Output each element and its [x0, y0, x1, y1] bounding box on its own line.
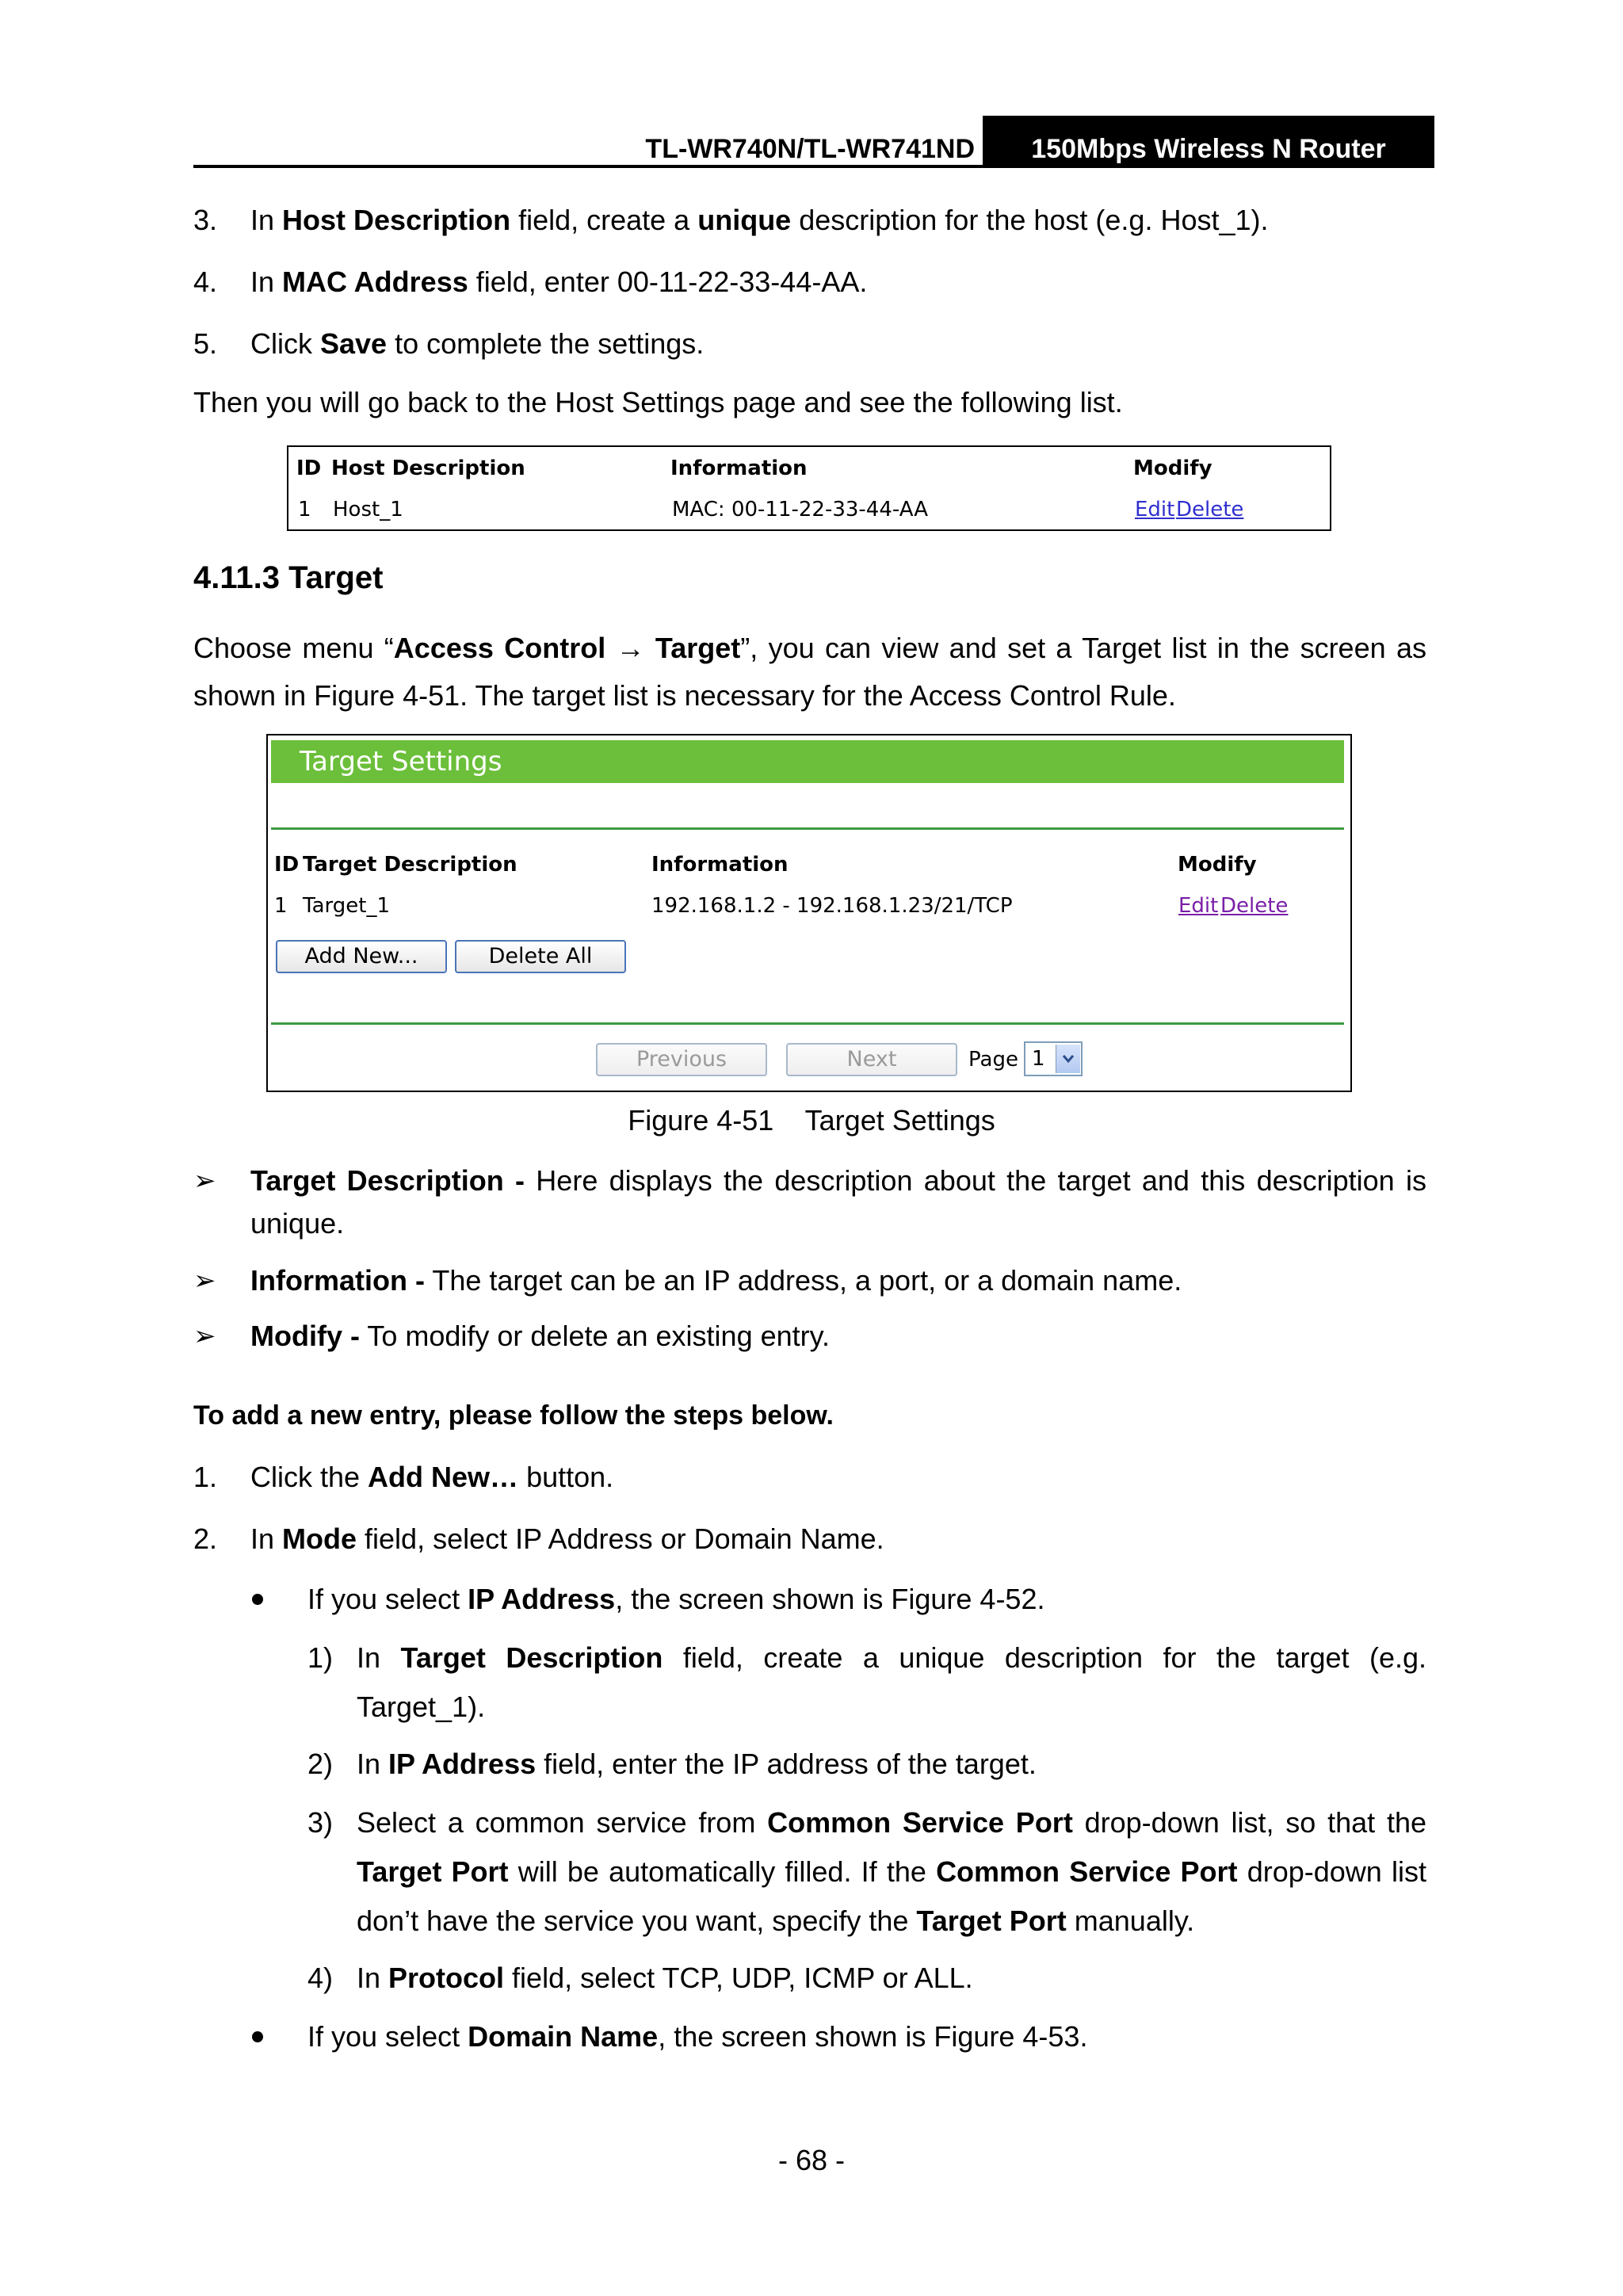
substep-3-line-2: Target Port will be automatically filled. If the Common Service Port drop-down list — [357, 1855, 1427, 1888]
bullet-target-description: Target Description - Here displays the description about the target and this description is — [250, 1164, 1426, 1197]
next-button[interactable]: Next — [786, 1043, 957, 1076]
substep-1-cont: Target_1). — [357, 1690, 486, 1723]
substep-4-text: In Protocol field, select TCP, UDP, ICMP or ALL. — [357, 1962, 973, 1994]
target-header-desc: Target Description — [303, 853, 517, 877]
target-row-info: 192.168.1.2 - 192.168.1.23/21/TCP — [651, 894, 1013, 918]
target-header-info: Information — [651, 853, 789, 877]
step-4: 4. — [193, 266, 218, 298]
substep-1-text: In Target Description field, create a unique description for the target (e.g. — [357, 1641, 1427, 1674]
divider-bottom — [271, 1022, 1344, 1025]
intro-line-1: Choose menu “Access Control → Target”, you can view and set a Target list in the screen as — [193, 632, 1426, 664]
page-number: - 68 - — [777, 2144, 846, 2176]
step-3-text: In Host Description field, create a unique description for the host (e.g. Host_1). — [250, 204, 1269, 236]
add-entry-heading: To add a new entry, please follow the steps below. — [193, 1400, 834, 1431]
target-row-id: 1 — [274, 894, 288, 918]
host-row-desc: Host_1 — [333, 498, 403, 521]
page-select-value: 1 — [1032, 1047, 1045, 1071]
target-header-modify: Modify — [1178, 853, 1257, 877]
add-new-button[interactable]: Add New... — [276, 940, 447, 973]
previous-button[interactable]: Previous — [596, 1043, 767, 1076]
page-select[interactable] — [1024, 1041, 1083, 1076]
figure-caption: Figure 4-51 Target Settings — [628, 1104, 995, 1137]
step2-1-num: 1. — [193, 1461, 218, 1493]
host-header-desc: Host Description — [331, 457, 525, 480]
arrow-bullet-icon: ➢ — [193, 1321, 216, 1351]
bullet-modify: Modify - To modify or delete an existing entry. — [250, 1320, 830, 1352]
domain-name-bullet: If you select Domain Name, the screen shown is Figure 4-53. — [307, 2020, 1088, 2053]
target-row-desc: Target_1 — [303, 894, 390, 918]
substep-4-num: 4) — [307, 1962, 334, 1994]
divider-top — [271, 827, 1344, 830]
step2-2-num: 2. — [193, 1522, 218, 1555]
delete-all-button[interactable]: Delete All — [455, 940, 626, 973]
header-model: TL-WR740N/TL-WR741ND — [645, 134, 975, 164]
target-settings-title: Target Settings — [300, 746, 502, 777]
host-row-info: MAC: 00-11-22-33-44-AA — [672, 498, 928, 521]
target-delete-link[interactable]: Delete — [1220, 894, 1289, 918]
host-row-id: 1 — [298, 498, 311, 521]
bullet-information: Information - The target can be an IP address, a port, or a domain name. — [250, 1264, 1182, 1297]
host-edit-link[interactable]: Edit — [1135, 498, 1175, 521]
host-header-modify: Modify — [1133, 457, 1212, 480]
bullet-target-description-cont: unique. — [250, 1207, 345, 1240]
section-heading: 4.11.3 Target — [193, 560, 384, 595]
step2-2-text: In Mode field, select IP Address or Domain Name. — [250, 1522, 884, 1555]
step-5: 5. — [193, 327, 218, 360]
ip-address-bullet: If you select IP Address, the screen shown is Figure 4-52. — [307, 1583, 1045, 1615]
step-3: 3. — [193, 204, 218, 236]
arrow-bullet-icon: ➢ — [193, 1266, 216, 1296]
step2-1-text: Click the Add New… button. — [250, 1461, 614, 1493]
chevron-down-icon — [1056, 1045, 1080, 1073]
substep-3-num: 3) — [307, 1806, 334, 1839]
step-4-text: In MAC Address field, enter 00-11-22-33-44-AA. — [250, 266, 868, 298]
substep-3-line-3: don’t have the service you want, specify the Target Port manually. — [357, 1904, 1195, 1937]
header-product: 150Mbps Wireless N Router — [1031, 134, 1386, 164]
substep-2-text: In IP Address field, enter the IP address of the target. — [357, 1748, 1037, 1780]
host-header-info: Information — [670, 457, 808, 480]
host-header-id: ID — [296, 457, 322, 480]
substep-2-num: 2) — [307, 1748, 334, 1780]
intro-line-2: shown in Figure 4-51. The target list is necessary for the Access Control Rule. — [193, 679, 1176, 712]
bullet-dot-icon — [252, 1594, 263, 1605]
step-5-text: Click Save to complete the settings. — [250, 327, 705, 360]
page-label: Page — [968, 1048, 1018, 1072]
arrow-bullet-icon: ➢ — [193, 1166, 216, 1196]
target-edit-link[interactable]: Edit — [1178, 894, 1219, 918]
substep-1-num: 1) — [307, 1641, 334, 1674]
target-header-id: ID — [274, 853, 300, 877]
bullet-dot-icon — [252, 2031, 263, 2042]
substep-3-line-1: Select a common service from Common Service Port drop-down list, so that the — [357, 1806, 1426, 1839]
then-text: Then you will go back to the Host Settings page and see the following list. — [193, 386, 1123, 418]
host-delete-link[interactable]: Delete — [1176, 498, 1244, 521]
